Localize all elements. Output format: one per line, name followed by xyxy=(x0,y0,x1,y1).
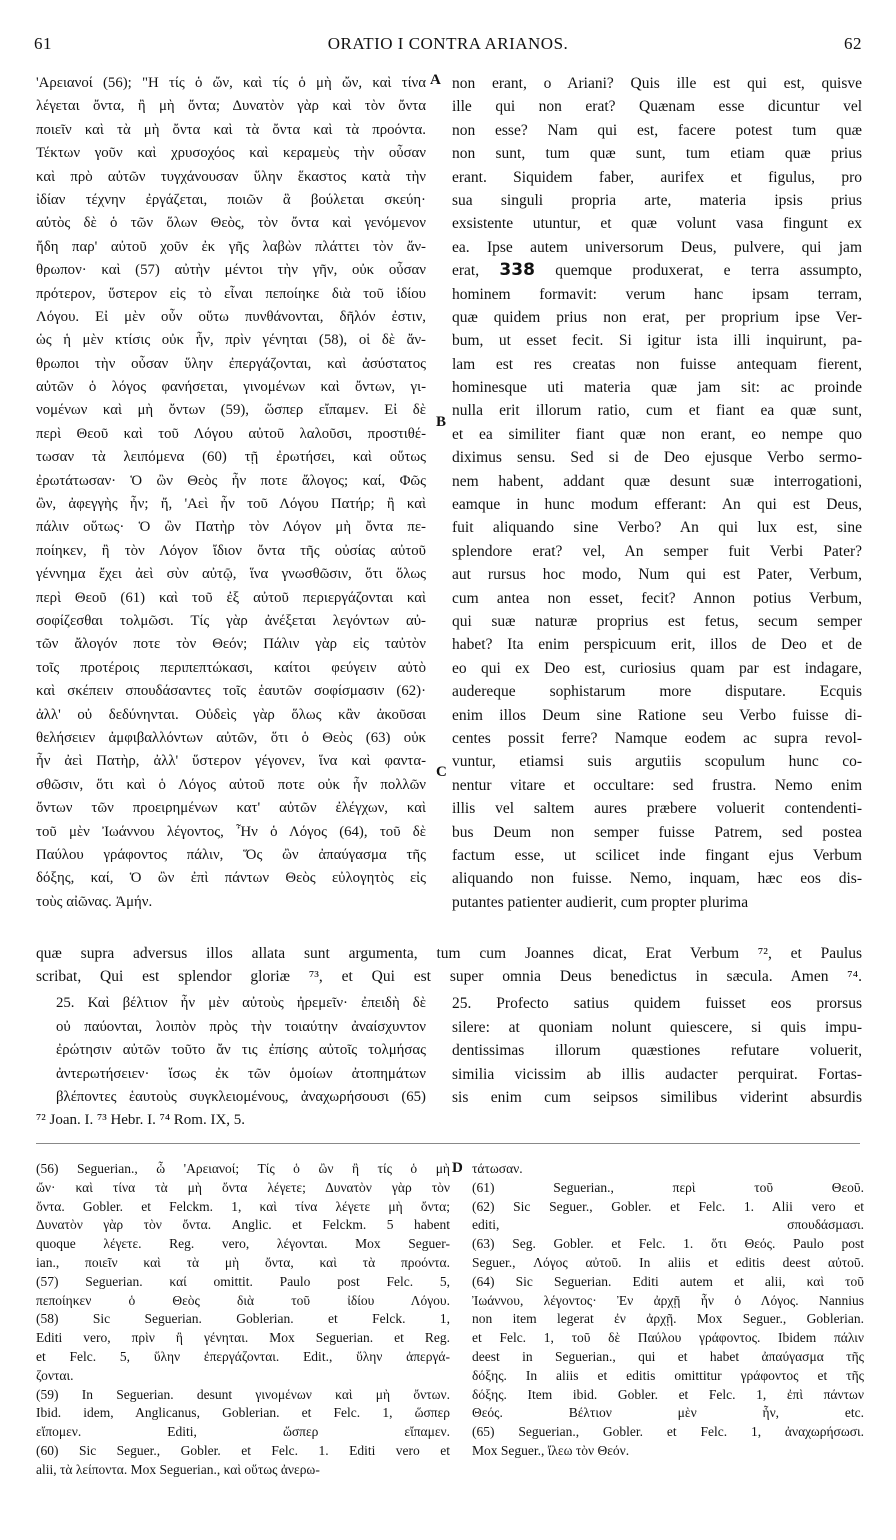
latin-line: nulla erit illorum ratio, cum et fiant ea quæ sunt, xyxy=(452,402,862,420)
latin-line: enim illos Deum sine Ratione seu Verbo fuisse di- xyxy=(452,706,862,724)
greek-line: τωσαν τὰ λειπόμενα (60) τῇ ἐρωτήσει, καὶ οὕτως xyxy=(36,449,426,466)
greek-line: θρωποι τὴν οὖσαν ὕλην ἐπεργάζονται, καὶ ἀσύστατος xyxy=(36,355,426,372)
latin-line: centes possit ferre? Namque eodem ac supra revol- xyxy=(452,729,862,747)
footnote-line: (65) Seguerian., Gobler. et Felc. 1, ἀναχωρήσωσι. xyxy=(472,1424,864,1440)
section-25-latin-line: dentissimas illorum quæstiones refutare voluerit, xyxy=(452,1042,862,1060)
latin-line: sua singuli propria arte, materia ipsis prius xyxy=(452,191,862,209)
greek-line: ἐρωτάτωσαν· Ὁ ὢν Θεὸς ἦν ποτε ἄλογος; καί, Φῶς xyxy=(36,472,426,489)
latin-line: nem habent, addant quæ desunt suæ interrogationi, xyxy=(452,472,862,490)
latin-line: diximus sensu. Sed si de Deo ejusque Verbo sermo- xyxy=(452,449,862,467)
greek-line: σθῶσιν, ὅτι καὶ ὁ Λόγος αὐτοῦ ποτε οὐκ ἦν πολλῶν xyxy=(36,776,426,793)
section-25-greek xyxy=(56,992,426,1110)
latin-line: non sunt, tum quæ sunt, tum etiam quæ prius xyxy=(452,145,862,163)
footnote-line: δόξης. In aliis et editis omittitur γράφοντος et τῆς xyxy=(472,1367,864,1383)
latin-line: lam est res creatas non fuisse antequam fierent, xyxy=(452,355,862,373)
full-width-latin-continuation xyxy=(36,942,862,988)
footnote-line: deest in Seguerian., qui et habet ἀπαύγασμα τῆς xyxy=(472,1348,864,1364)
margin-marker-c: C xyxy=(436,764,447,780)
scripture-references: ⁷² Joan. I. ⁷³ Hebr. I. ⁷⁴ Rom. IX, 5. xyxy=(36,1112,246,1128)
footnote-line: Θεός. Βέλτιον μὲν ἦν, etc. xyxy=(472,1405,864,1421)
latin-line: nentur vitare et occultare: sed frustra. Nemo enim xyxy=(452,776,862,794)
greek-line: 'Αρειανοί (56); "Η τίς ὁ ὤν, καὶ τίς ὁ μὴ ὤν, καὶ τίνα xyxy=(36,75,426,91)
latin-line: aliquando non fuisse. Nemo, inquam, hæc eos dis- xyxy=(452,870,862,888)
margin-marker-d: D xyxy=(452,1160,463,1176)
greek-line: ἦν ἀεὶ Πατὴρ, ἀλλ' ὕστερον γέγονεν, ἵνα καὶ φαντα- xyxy=(36,753,426,770)
footnote-line: et Felc. 5, ὕλην ἐπεργάζονται. Edit., ὕλην ἀπεργά- xyxy=(36,1348,450,1364)
footnote-line: ὤν· καὶ τίνα τὰ μὴ ὄντα λέγετε; Δυνατὸν γὰρ τὸν xyxy=(36,1179,450,1195)
full-width-line: quæ supra adversus illos allata sunt argumenta, tum cum Joannes dicat, Erat Verbum ⁷², et Paulus xyxy=(36,945,862,962)
footnote-line: Mox Seguer., ἴλεω τὸν Θεόν. xyxy=(472,1442,630,1458)
latin-line: hominesque uti materia quæ jam sit: ac proinde xyxy=(452,379,862,397)
greek-line: αὐτὸς δὲ ὁ τῶν ὅλων Θεὸς, τὸν ὄντα καὶ γενόμενον xyxy=(36,215,426,232)
footnote-line: (62) Sic Seguer., Gobler. et Felc. 1. Alii vero et xyxy=(472,1198,864,1214)
greek-line: ὄντων τῶν προειρημένων κατ' αὐτῶν ἐλέγχων, καὶ xyxy=(36,800,426,817)
running-title: ORATIO I CONTRA ARIANOS. xyxy=(327,34,569,53)
greek-line: ποίηκεν, ἢ τὸν Λόγον ἴδιον ὄντα τῆς οὐσίας αὐτοῦ xyxy=(36,542,426,559)
greek-text-column xyxy=(36,72,426,914)
section-25-greek-line: ἐρώτησιν αὐτῶν τοῦτο ἄν τις ἐπίσης αὐτοῖς τολμήσας xyxy=(56,1042,426,1059)
greek-line: περὶ Θεοῦ καὶ τοῦ Λόγου αὐτοῦ λαλοῦσι, προστιθέ- xyxy=(36,425,426,442)
section-25-latin xyxy=(452,992,862,1110)
footnote-line: (58) Sic Seguerian. Goblerian. et Felck. 1, xyxy=(36,1311,450,1327)
footnote-line: πεποίηκεν ὁ Θεὸς διὰ τοῦ ἰδίου Λόγου. xyxy=(36,1292,450,1308)
greek-line: δόξης, καί, Ὁ ὢν ἐπὶ πάντων Θεὸς εὐλογητὸς εἰς xyxy=(36,870,426,887)
section-25-latin-line: sis enim cum seipsos similibus viderint absurdis xyxy=(452,1089,862,1107)
section-25-latin-line: 25. Profecto satius quidem fuisset eos prorsus xyxy=(452,995,862,1012)
footnote-line: quoque λέγετε. Reg. vero, λέγονται. Mox Seguer- xyxy=(36,1236,450,1252)
footnote-line: non item legerat ἐν ἀρχῇ. Mox Seguer., Goblerian. xyxy=(472,1311,864,1327)
greek-line: ὡς ἡ μὲν κτίσις οὐκ ἦν, πρὶν γένηται (58), οἱ δὲ ἄν- xyxy=(36,332,426,349)
footnote-line: (63) Seg. Gobler. et Felc. 1. ὅτι Θεός. Paulo post xyxy=(472,1236,864,1252)
greek-line: θρωπον· καὶ (57) αὐτὴν μέντοι τὴν γῆν, οὐκ οὖσαν xyxy=(36,262,426,279)
page-number-left: 61 xyxy=(34,34,52,53)
footnote-line: (60) Sic Seguer., Gobler. et Felc. 1. Editi vero et xyxy=(36,1442,450,1458)
greek-line: καὶ σκέπειν σπουδάσαντες τοῖς ἑαυτῶν σοφίσμασιν (62)· xyxy=(36,683,426,700)
footnote-divider xyxy=(36,1143,860,1144)
greek-line: ἰδίαν τέχνην ἐργάζεται, ποιῶν ἃ βούλεται σκεύη· xyxy=(36,191,426,208)
greek-line: νομένων καὶ μὴ ὄντων (59), ὥσπερ εἴπαμεν. Εἰ δὲ xyxy=(36,402,426,419)
latin-line: quæ quidem prius non erat, per proprium ipse Ver- xyxy=(452,308,862,326)
latin-line: hominem formavit: verum hanc ipsam terram, xyxy=(452,285,862,303)
greek-line: πρότερον, ὕστερον εἰς τὸ εἶναι πεποίηκε διὰ τοῦ ἰδίου xyxy=(36,285,426,302)
latin-line: vuntur, etiamsi suis argutiis scopulum hunc co- xyxy=(452,753,862,771)
section-25-greek-line: βλέποντες ἑαυτοὺς συγκλειομένους, ἀναχωρήσουσι (65) xyxy=(56,1089,426,1106)
footnote-line: Δυνατὸν γὰρ τὸν ὄντα. Anglic. et Felckm. 5 habent xyxy=(36,1217,450,1233)
page-number-right: 62 xyxy=(844,34,862,53)
greek-line: σοφίζεσθαι τολμῶσι. Τίς γὰρ ἀνέξεται λεγόντων αὐ- xyxy=(36,612,426,629)
footnote-line: editi, σπουδάσμασι. xyxy=(472,1217,864,1233)
latin-line: exsistente utuntur, et quæ volunt vasa fingunt ex xyxy=(452,215,862,233)
footnote-line: et Felc. 1, τοῦ δὲ Παύλου γράφοντος. Ibidem πάλιν xyxy=(472,1330,864,1346)
latin-line: non erant, o Ariani? Quis ille est qui est, quisve xyxy=(452,75,862,92)
greek-line: καὶ πρὸ αὐτῶν τυγχάνουσαν ὕλην ἕκαστος κατὰ τὴν xyxy=(36,168,426,185)
greek-line: Παύλου γράφοντος πάλιν, Ὅς ὢν ἀπαύγασμα τῆς xyxy=(36,846,426,863)
latin-line: aut rursus hoc modo, Num qui est Pater, Verbum, xyxy=(452,566,862,584)
greek-line: Τέκτων γοῦν καὶ χρυσοχόος καὶ κεραμεὺς τὴν οὖσαν xyxy=(36,145,426,162)
latin-line: putantes patienter audierit, cum propter plurima xyxy=(452,893,749,911)
footnote-line: (59) In Seguerian. desunt γινομένων καὶ μὴ ὄντων. xyxy=(36,1386,450,1402)
footnote-line: Seguer., Λόγος αὐτοῦ. In aliis et editis deest αὐτοῦ. xyxy=(472,1254,864,1270)
footnote-line: ζονται. xyxy=(36,1367,74,1383)
latin-line: erant. Siquidem faber, aurifex et figulus, pro xyxy=(452,168,862,186)
latin-line: illis vel saltem aures præbere voluerit contendenti- xyxy=(452,800,862,818)
greek-line: θελήσειεν ἀμφιβαλλόντων αὐτῶν, ὅτι ὁ Θεὸς (63) οὐκ xyxy=(36,729,426,746)
latin-line: habet? Ita enim perspicuum erit, illos de Deo et de xyxy=(452,636,862,654)
latin-text-column xyxy=(452,72,862,914)
column-number: 338 xyxy=(499,260,535,281)
latin-line: ea. Ipse autem universorum Deus, pulvere, qui jam xyxy=(452,238,862,256)
greek-line: τοῖς προτέροις περιπεπτώκασι, καίτοι φεύγειν αὐτὸ xyxy=(36,659,426,676)
greek-line: αὐτῶν ὁ λόγος φανήσεται, γινομένων καὶ ὄντων, γι- xyxy=(36,379,426,396)
latin-line: cum antea non esset, fecit? Annon potius Verbum, xyxy=(452,589,862,607)
greek-line: περὶ Θεοῦ (61) καὶ τοῦ ἐξ αὐτοῦ περιεργάζονται καὶ xyxy=(36,589,426,606)
section-25-latin-line: silere: at quoniam nolunt quiescere, si quis impu- xyxy=(452,1018,862,1036)
footnote-line: ian., ποιεῖν καὶ τὰ μὴ ὄντα, καὶ τὰ προόντα. xyxy=(36,1254,450,1270)
margin-marker-b: B xyxy=(436,414,447,430)
section-25-greek-line: 25. Καὶ βέλτιον ἦν μὲν αὐτοὺς ἠρεμεῖν· ἐπειδὴ δὲ xyxy=(56,995,426,1011)
latin-line: bus Deum non semper fuisse Patrem, sed postea xyxy=(452,823,862,841)
footnote-line: Ibid. idem, Anglicanus, Goblerian. et Felc. 1, ὥσπερ xyxy=(36,1405,450,1421)
greek-line: τοῦ μὲν Ἰωάννου λέγοντος, Ἦν ὁ Λόγος (64), τοῦ δὲ xyxy=(36,823,426,840)
greek-line: τῶν ἄλογόν ποτε τὸν Θεόν; Πάλιν γὰρ εἰς ταὐτὸν xyxy=(36,636,426,653)
greek-line: γέννημα ἔχει ἀεὶ σὺν αὐτῷ, ἵνα γνωσθῶσιν, ὅτι ὅλως xyxy=(36,566,426,583)
footnote-line: alii, τὰ λείποντα. Mox Seguerian., καὶ οὕτως ἀνερω- xyxy=(36,1461,320,1477)
latin-line: eo qui ex Deo est, curiosius quam par est indagare, xyxy=(452,659,862,677)
margin-marker-a: A xyxy=(430,72,441,88)
latin-line: bum, ut esset fecit. Si igitur ista illi inquirunt, pa- xyxy=(452,332,862,350)
greek-line: ἤδη παρ' αὐτοῦ χοῦν ἐκ γῆς λαβὼν πλάττει τὸν ἄν- xyxy=(36,238,426,255)
greek-line: Λόγου. Εἰ μὲν οὖν οὕτω πυνθάνονται, δῆλόν ἐστιν, xyxy=(36,308,426,325)
latin-line: factum esse, ut scilicet inde fingant ejus Verbum xyxy=(452,846,862,864)
footnote-line: Ἰωάννου, λέγοντος· Ἐν ἀρχῇ ἦν ὁ Λόγος. Nannius xyxy=(472,1292,864,1308)
latin-line: et ea similiter fiant quæ non erant, eo nempe quo xyxy=(452,425,862,443)
footnote-line: Editi vero, πρὶν ἢ γένηται. Mox Seguerian. et Reg. xyxy=(36,1330,450,1346)
full-width-line: scribat, Qui est splendor gloriæ ⁷³, et Qui est super omnia Deus benedictus in sæcula. Amen ⁷⁴. xyxy=(36,968,862,985)
greek-line: λέγεται ὄντα, ἢ μὴ ὄντα; Δυνατὸν γὰρ καὶ τὸν ὄντα xyxy=(36,98,426,115)
latin-line: audereque sophistarum more disputare. Ecquis xyxy=(452,683,862,701)
running-header xyxy=(34,34,862,58)
footnote-line: ὄντα. Gobler. et Felckm. 1, καὶ τίνα λέγετε μὴ ὄντα; xyxy=(36,1198,450,1214)
section-25-greek-line: ἀντερωτήσειεν· ἴσως ἐκ τῶν ὁμοίων ἀτοπημάτων xyxy=(56,1065,426,1082)
footnotes-left-column xyxy=(36,1160,450,1480)
section-25-latin-line: similia vicissim ab illis audacter perquirat. Fortas- xyxy=(452,1065,862,1083)
greek-line: ποιεῖν καὶ τὰ μὴ ὄντα καὶ τὰ ὄντα καὶ τὰ προόντα. xyxy=(36,121,426,138)
latin-line: qui suæ naturæ proprius est fetus, secum semper xyxy=(452,612,862,630)
greek-line: τοὺς αἰῶνας. Ἀμήν. xyxy=(36,893,153,910)
latin-line: fuit aliquando sine Verbo? An qui lux est, sine xyxy=(452,519,862,537)
latin-line: ille qui non erat? Quænam esse dicuntur vel xyxy=(452,98,862,116)
latin-line: eamque in hunc modum efferant: An qui est Deus, xyxy=(452,496,862,514)
latin-line: splendore erat? vel, An semper fuit Verbi Pater? xyxy=(452,542,862,560)
section-25-greek-line: οὐ παύονται, λοιπὸν πρὸς τὴν τοιαύτην ἀναίσχυντον xyxy=(56,1018,426,1035)
greek-line: πάλιν οὕτως· Ὁ ὢν Πατὴρ τὸν Λόγον μὴ ὄντα πε- xyxy=(36,519,426,536)
latin-line: non esse? Nam qui est, facere potest tum quæ xyxy=(452,121,862,139)
footnote-line: (56) Seguerian., ὦ 'Αρειανοί; Τίς ὁ ὢν ἢ τίς ὁ μὴ xyxy=(36,1161,450,1176)
footnote-line: εἴπομεν. Editi, ὥσπερ εἴπαμεν. xyxy=(36,1424,450,1440)
latin-line: erat, 338 quemque produxerat, e terra assumpto, xyxy=(452,260,862,281)
footnote-line: τάτωσαν. xyxy=(472,1161,523,1176)
footnote-line: (61) Seguerian., περὶ τοῦ Θεοῦ. xyxy=(472,1179,864,1195)
footnote-line: (64) Sic Seguerian. Editi autem et alii, καὶ τοῦ xyxy=(472,1273,864,1289)
footnote-line: (57) Seguerian. καί omittit. Paulo post Felc. 5, xyxy=(36,1273,450,1289)
footnotes-right-column xyxy=(472,1160,864,1461)
footnote-line: δόξης. Item ibid. Gobler. et Felc. 1, ἐπὶ πάντων xyxy=(472,1386,864,1402)
greek-line: ὢν, ἀφεγγὴς ἦν; ἤ, 'Αεὶ ἦν τοῦ Λόγου Πατήρ; ἢ καὶ xyxy=(36,496,426,513)
greek-line: ἀλλ' οὐ δεδύνηνται. Οὐδεὶς γὰρ ὅλως κἂν ἀκοῦσαι xyxy=(36,706,426,723)
